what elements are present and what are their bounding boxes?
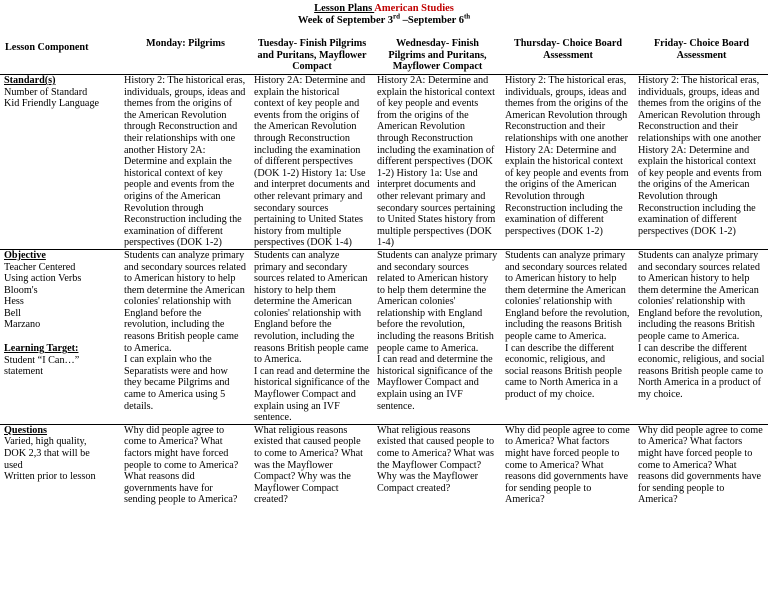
objective-monday-text: Students can analyze primary and secondary sources related to American history to help them determine the American colonies' relationship with England before the revolution, including the reasons British people came to America. — [124, 249, 246, 354]
target-thursday-text: I can describe the different economic, religious, and social reasons British people came to North America in a product of my choice. — [505, 342, 622, 401]
objective-tuesday-text: Students can analyze primary and secondary sources related to American history to help them determine the American colonies' relationship with England before the revolution, including the reasons British people came to America. — [254, 249, 369, 366]
label-learning-target: Learning Target: — [4, 343, 79, 355]
col-header-component: Lesson Component — [5, 42, 89, 53]
col-header-wednesday: Wednesday- Finish Pilgrims and Puritans, Mayflower Compact — [388, 38, 487, 73]
objective-thursday-text: Students can analyze primary and secondary sources related to American history to help them determine the American colonies' relationship with England before the revolution, including the reasons British people came to America. — [505, 249, 630, 343]
cell-objective-tuesday — [250, 249, 373, 424]
week-mid: –September 6 — [399, 15, 464, 26]
cell-objective-friday — [634, 249, 768, 424]
title-line — [0, 3, 768, 15]
label-objective-sub-1: Teacher Centered — [4, 261, 76, 273]
target-wednesday-text: I can read and determine the historical significance of the Mayflower Compact and explain using an IVF sentence. — [377, 354, 493, 412]
label-questions-title: Questions — [4, 424, 48, 436]
label-objective-title: Objective — [4, 249, 46, 261]
header-row — [0, 38, 768, 75]
label-standard-title: Standard(s) — [4, 75, 56, 86]
cell-objective-thursday — [501, 249, 634, 424]
week-sup1: rd — [392, 12, 400, 21]
title-plain: Lesson Plans — [314, 3, 375, 14]
label-standard — [0, 75, 120, 250]
label-objective-sub-3: Bloom's — [4, 284, 38, 296]
week-line — [0, 12, 768, 27]
label-objective — [0, 249, 120, 424]
col-header-thursday: Thursday- Choice Board Assessment — [513, 38, 623, 61]
week-sup2: th — [463, 12, 471, 21]
target-monday-text: I can explain who the Separatists were and how they became Pilgrims and came to America using 5 details. — [124, 354, 230, 412]
lesson-plan-table — [0, 38, 768, 506]
label-questions — [0, 424, 120, 506]
label-objective-sub-2: Using action Verbs — [4, 273, 82, 285]
label-objective-sub-5: Bell — [4, 307, 21, 319]
cell-questions-friday: Why did people agree to come to America? What factors might have forced people to come to America? What reasons did governments have for sending people to America? — [634, 424, 768, 506]
label-learning-target-sub-2: statement — [4, 366, 44, 378]
cell-questions-monday: Why did people agree to come to America? What factors might have forced people to come to America? What reasons did governments have for sending people to America? — [120, 424, 250, 506]
row-questions — [0, 424, 768, 506]
week-pre: Week of September 3 — [297, 15, 393, 26]
objective-friday-text: Students can analyze primary and secondary sources related to American history to help them determine the American colonies' relationship with England before the revolution, including the reasons British people came to America. — [638, 249, 763, 343]
label-questions-sub-3: used — [4, 459, 23, 471]
col-header-monday: Monday: Pilgrims — [146, 38, 225, 49]
label-standard-sub-2: Kid Friendly Language — [4, 98, 100, 110]
cell-objective-monday — [120, 249, 250, 424]
label-questions-sub-1: Varied, high quality, — [4, 436, 87, 448]
label-standard-sub-1: Number of Standard — [4, 86, 88, 98]
title-accent: American Studies — [374, 3, 454, 14]
cell-objective-wednesday — [373, 249, 501, 424]
label-questions-sub-4: Written prior to lesson — [4, 471, 96, 483]
label-objective-sub-6: Marzano — [4, 319, 41, 331]
cell-questions-tuesday: What religious reasons existed that caused people to come to America? What was the Mayflower Compact? Why was the Mayflower Compact created? — [250, 424, 373, 506]
col-header-tuesday: Tuesday- Finish Pilgrims and Puritans, Mayflower Compact — [257, 38, 367, 73]
cell-standard-friday: History 2: The historical eras, individuals, groups, ideas and themes from the origins of the American Revolution through Reconstruction and their relationships with one another History 2A: Determine and explain the historical context of key people and events from the origins of the American Revolution through Reconstruction including the examination of different perspectives (DOK 1-2) — [634, 75, 768, 250]
cell-standard-thursday: History 2: The historical eras, individuals, groups, ideas and themes from the origins of the American Revolution through Reconstruction and their relationships with one another History 2A: Determine and explain the historical context of key people and events from the origins of the American Revolution through Reconstruction including the examination of different perspectives (DOK 1-2) — [501, 75, 634, 250]
document-title — [0, 3, 768, 27]
cell-standard-monday: History 2: The historical eras, individuals, groups, ideas and themes from the origins of the American Revolution through Reconstruction and their relationships with one another History 2A: Determine and explain the historical context of key people and events from the origins of the American Revolution through Reconstruction including the examination of different perspectives (DOK 1-2) — [120, 75, 250, 250]
cell-standard-tuesday: History 2A: Determine and explain the historical context of key people and events from the origins of the American Revolution through Reconstruction including the examination of different perspectives (DOK 1-2) History 1a: Use and interpret documents and other relevant primary and secondary sources pertaining to United States history from multiple perspectives (DOK 1-4) — [250, 75, 373, 250]
label-objective-sub-4: Hess — [4, 296, 24, 308]
label-questions-sub-2: DOK 2,3 that will be — [4, 448, 90, 459]
target-tuesday-text: I can read and determine the historical significance of the Mayflower Compact and explain using an IVF sentence. — [254, 365, 370, 424]
row-standard — [0, 75, 768, 250]
objective-wednesday-text: Students can analyze primary and secondary sources related to American history to help them determine the American colonies' relationship with England before the revolution, including the reasons British people came to America. — [377, 249, 498, 354]
cell-standard-wednesday: History 2A: Determine and explain the historical context of key people and events from the origins of the American Revolution through Reconstruction including the examination of different perspectives (DOK 1-2) History 1a: Use and interpret documents and other relevant primary and secondary sources pertaining to United States history from multiple perspectives (DOK 1-4) — [373, 75, 501, 250]
label-learning-target-sub-1: Student “I Can…” — [4, 354, 80, 366]
cell-questions-wednesday: What religious reasons existed that caused people to come to America? What was the Mayflower Compact? Why was the Mayflower Compact created? — [373, 424, 501, 506]
target-friday-text: I can describe the different economic, religious, and social reasons British people came to North America in a product of my choice. — [638, 342, 765, 401]
col-header-friday: Friday- Choice Board Assessment — [653, 38, 750, 61]
cell-questions-thursday: Why did people agree to come to America? What factors might have forced people to come to America? What reasons did governments have for sending people to America? — [501, 424, 634, 506]
row-objective — [0, 249, 768, 424]
